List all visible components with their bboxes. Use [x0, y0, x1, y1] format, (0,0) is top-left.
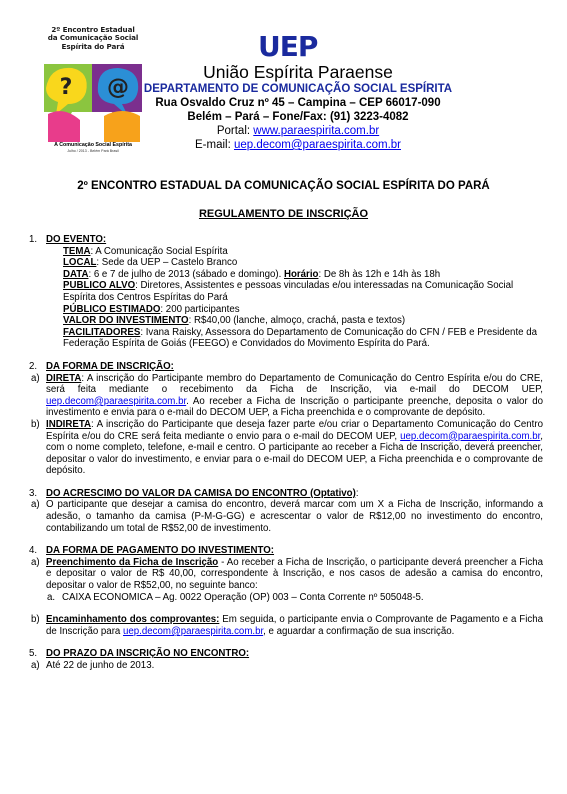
svg-text:?: ? [59, 75, 73, 100]
section-shirt [29, 488, 543, 500]
regulation-body [29, 234, 543, 672]
section-title: DO ACRESCIMO DO VALOR DA CAMISA DO ENCONTRO (Optativo) [46, 487, 356, 499]
field-tema [46, 246, 543, 258]
section-title-colon: : [355, 487, 359, 499]
section-title: DA FORMA DE PAGAMENTO DO INVESTIMENTO: [46, 545, 275, 557]
item-letter: a) [31, 372, 40, 384]
field-publico-alvo [46, 280, 543, 303]
uep-logo-text: UEP [258, 30, 318, 63]
email-label: E-mail: [195, 139, 234, 151]
section-registration-form [29, 361, 543, 373]
field-label: PÚBLICO ESTIMADO [63, 303, 161, 315]
letterhead [140, 62, 456, 152]
event-logo [40, 26, 146, 158]
field-value: : 6 e 7 de julho de 2013 (sábado e domingo). [88, 268, 284, 280]
list-item-deadline [29, 660, 543, 672]
portal-line [140, 124, 456, 138]
field-label: LOCAL [63, 257, 97, 269]
section-payment [29, 545, 543, 557]
field-value: : R$40,00 (lanche, almoço, crachá, pasta e textos) [188, 315, 406, 327]
section-number: 1. [29, 234, 38, 245]
item-letter: b) [31, 614, 40, 626]
field-label: VALOR DO INVESTIMENTO [63, 315, 189, 327]
item-letter: a. [47, 591, 56, 603]
list-item-fill-form [29, 557, 543, 592]
item-label: DIRETA [46, 372, 82, 384]
event-logo-date: Julho / 2013 - Belém Pará Brasil [67, 149, 119, 153]
section-number: 2. [29, 360, 38, 372]
svg-text:@: @ [107, 75, 129, 100]
item-text: . Ao receber a Ficha de Inscrição o participante preenche, deposita o valor do investimento e envia para o e-mail do DECOM UEP, a Ficha preenchida e o comprovante de depósito. [46, 395, 543, 419]
item-text: , com o nome completo, telefone, e-mail e centro. O participante ao receber a Ficha de Inscrição, deverá preencher, depositar o valor do investimento, e enviar para o e-mail do DECOM UEP, a Ficha preenchida e o comprovante de depósito. [46, 430, 543, 477]
item-text: CAIXA ECONOMICA – Ag. 0022 Operação (OP) 003 – Conta Corrente nº 505048-5. [62, 591, 424, 603]
email-link[interactable]: uep.decom@paraespirita.com.br [123, 625, 264, 637]
document-subtitle: REGULAMENTO DE INSCRIÇÃO [198, 208, 369, 220]
list-item-direta [29, 373, 543, 419]
item-letter: a) [31, 556, 40, 568]
org-name: União Espírita Paraense [203, 62, 393, 82]
section-number: 5. [29, 648, 38, 660]
field-label: TEMA [63, 245, 91, 257]
item-text: : A inscrição do Participante membro do Departamento de Comunicação do Centro Espírita e/ou do CRE, será feita mediante o recebimento da Ficha de Inscrição, via e-mail do DECOM UEP, [46, 372, 543, 396]
section-deadline [29, 648, 543, 660]
section-title: DO PRAZO DA INSCRIÇÃO NO ENCONTRO: [46, 648, 250, 660]
email-line [140, 138, 456, 152]
list-item-send-receipts [29, 614, 543, 637]
item-letter: a) [31, 499, 40, 511]
email-link[interactable]: uep.decom@paraespirita.com.br [46, 395, 187, 407]
section-event [29, 234, 543, 350]
section-title: DO EVENTO: [46, 234, 107, 245]
item-text: - Ao receber a Ficha de Inscrição, o participante deverá preencher a Ficha e depositar o valor de R$ 40,00, correspondente à Inscrição, e nos casos de adesão a camisa do encontro, depositar o valor de R$52,00, no seguinte banco: [46, 556, 543, 592]
event-logo-title-line: da Comunicação Social [47, 33, 139, 43]
field-value: : De 8h às 12h e 14h às 18h [318, 268, 441, 280]
field-facilitadores [46, 327, 543, 350]
item-text: Em seguida, o participante envia o Comprovante de Pagamento e a Ficha de Inscrição para [46, 614, 544, 637]
city-phone-line: Belém – Pará – Fone/Fax: (91) 3223-4082 [187, 111, 409, 123]
department-name: DEPARTAMENTO DE COMUNICAÇÃO SOCIAL ESPÍRITA [143, 83, 453, 95]
section-title: DA FORMA DE INSCRIÇÃO: [46, 360, 174, 372]
portal-label: Portal: [216, 125, 254, 137]
email-link[interactable]: uep.decom@paraespirita.com.br [233, 139, 401, 151]
item-label: INDIRETA [46, 418, 92, 430]
list-item-indireta [29, 419, 543, 477]
uep-logo [258, 32, 348, 62]
field-valor [46, 315, 543, 327]
field-label: FACILITADORES [63, 326, 141, 338]
list-item-shirt [29, 499, 543, 534]
item-text: Até 22 de junho de 2013. [46, 660, 155, 671]
field-value: : Sede da UEP – Castelo Branco [96, 257, 238, 269]
event-logo-title-line: Espírita do Pará [61, 41, 125, 51]
event-logo-title [40, 26, 146, 51]
field-local [46, 257, 543, 269]
event-logo-caption: A Comunicação Social Espírita [54, 142, 132, 148]
field-value: : A Comunicação Social Espírita [90, 245, 228, 257]
section-number: 4. [29, 545, 38, 557]
field-value: : 200 participantes [160, 303, 240, 315]
portal-link[interactable]: www.paraespirita.com.br [253, 125, 380, 137]
list-item-bank [29, 592, 543, 604]
field-data [46, 269, 543, 281]
item-text: O participante que desejar a camisa do encontro, deverá marcar com um X a Ficha de Inscrição, informando a adesão, o tamanho da camisa (P-M-G-GG) e acrescentar o valor de R$12,00 no investimento do encontro, contabilizando um total de R$52,00 de investimento. [46, 499, 543, 534]
field-label: Horário [283, 268, 319, 280]
section-number: 3. [29, 487, 38, 499]
item-label: Encaminhamento dos comprovantes: [46, 614, 220, 626]
document-title: 2º ENCONTRO ESTADUAL DA COMUNICAÇÃO SOCIAL ESPÍRITA DO PARÁ [77, 180, 490, 192]
item-letter: a) [31, 660, 40, 671]
item-text: , e aguardar a confirmação de sua inscrição. [263, 625, 455, 637]
event-logo-art-icon [42, 58, 144, 142]
field-value: : Ivana Raisky, Assessora do Departamento de Comunicação do CFN / FEB e Presidente da Federação Espírita de Goiás (FEEGO) e Convidados do Movimento Espírita do Pará. [63, 326, 537, 350]
event-logo-title-line: 2º Encontro Estadual [51, 25, 135, 34]
item-text: : A inscrição do Participante que deseja fazer parte e/ou criar o Departamento Comunicação do Centro Espírita e/ou do CRE será feita mediante o envio para o e-mail do DECOM UEP, [46, 418, 543, 442]
field-publico-estimado [46, 304, 543, 316]
address-line: Rua Osvaldo Cruz nº 45 – Campina – CEP 66017-090 [155, 97, 441, 109]
field-label: DATA [63, 268, 89, 280]
field-label: PUBLICO ALVO [63, 280, 136, 292]
field-value: : Diretores, Assistentes e pessoas vinculadas e/ou interessadas na Comunicação Social Espírita dos Centros Espíritas do Pará [63, 280, 514, 303]
item-label: Preenchimento da Ficha de Inscrição [46, 556, 219, 568]
item-letter: b) [31, 418, 40, 430]
email-link[interactable]: uep.decom@paraespirita.com.br [400, 430, 541, 442]
